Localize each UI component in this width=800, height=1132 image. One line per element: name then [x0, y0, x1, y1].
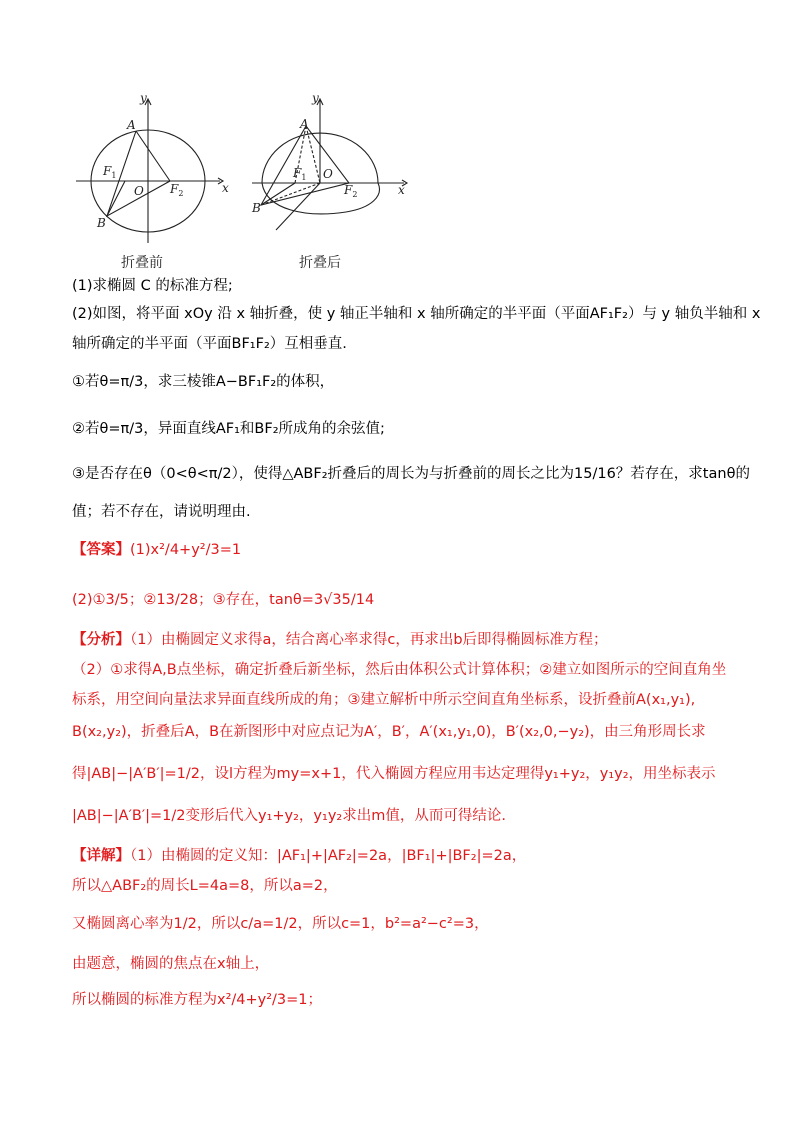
analysis-tag: 【分析】 — [72, 632, 130, 648]
detail-text-1: （1）由椭圆的定义知：|AF₁|+|AF₂|=2a，|BF₁|+|BF₂|=2a， — [130, 848, 527, 864]
detail-line-4: 由题意，椭圆的焦点在x轴上， — [72, 956, 270, 972]
x-axis-label: x — [398, 183, 405, 197]
question-part-2-sub-3: ③是否存在θ（0<θ<π/2），使得△ABF₂折叠后的周长为与折叠前的周长之比为15/16？若存在，求tanθ的 — [72, 466, 750, 482]
point-a-label: A — [127, 118, 136, 132]
answer-part-1: (1)x²/4+y²/3=1 — [130, 542, 242, 558]
figure-caption-after: 折叠后 — [299, 255, 341, 271]
question-part-2-line-2: 轴所确定的半平面（平面BF₁F₂）互相垂直. — [72, 336, 347, 352]
analysis-text-1: （1）由椭圆定义求得a，结合离心率求得c，再求出b后即得椭圆标准方程； — [130, 632, 608, 648]
focus-f2-label: $F_2$ — [170, 182, 184, 198]
detail-line-5: 所以椭圆的标准方程为x²/4+y²/3=1； — [72, 992, 323, 1008]
question-part-2-sub-1: ①若θ=π/3，求三棱锥A−BF₁F₂的体积， — [72, 374, 335, 390]
ellipse-before-fold-figure — [70, 88, 240, 248]
question-part-2-sub-3-cont: 值；若不存在，请说明理由. — [72, 504, 251, 520]
analysis-line-1 — [72, 630, 740, 650]
analysis-line-5: 得|AB|−|A′B′|=1/2，设l方程为my=x+1，代入椭圆方程应用韦达定理得y₁+y₂，y₁y₂，用坐标表示 — [72, 766, 716, 782]
detail-line-2: 所以△ABF₂的周长L=4a=8，所以a=2， — [72, 878, 338, 894]
answer-tag: 【答案】 — [72, 542, 130, 558]
focus-f2-label: $F_2$ — [344, 183, 358, 199]
y-axis-label: y — [312, 91, 319, 105]
x-axis-label: x — [222, 181, 229, 195]
answer-line-2: (2)①3/5；②13/28；③存在，tanθ=3√35/14 — [72, 592, 375, 608]
ellipse-after-fold-figure — [246, 88, 416, 248]
focus-f1-label: $F_1$ — [103, 164, 117, 180]
y-axis-label: y — [140, 91, 147, 105]
point-b-label: B — [97, 216, 106, 230]
question-part-1: (1)求椭圆 C 的标准方程; — [72, 278, 233, 294]
origin-label: O — [134, 184, 144, 198]
origin-label: O — [323, 167, 333, 181]
analysis-line-3: 标系，用空间向量法求异面直线所成的角；③建立解析中所示空间直角坐标系，设折叠前A(x₁,y₁), — [72, 692, 696, 708]
detail-line-3: 又椭圆离心率为1/2，所以c/a=1/2，所以c=1，b²=a²−c²=3， — [72, 916, 489, 932]
figure-caption-before: 折叠前 — [121, 255, 163, 271]
detail-tag: 【详解】 — [72, 848, 130, 864]
analysis-line-2: （2）①求得A,B点坐标，确定折叠后新坐标，然后由体积公式计算体积；②建立如图所示的空间直角坐 — [72, 662, 727, 678]
point-b-label: B — [252, 201, 261, 215]
analysis-line-6: |AB|−|A′B′|=1/2变形后代入y₁+y₂，y₁y₂求出m值，从而可得结论. — [72, 808, 506, 824]
question-part-2-line-1: (2)如图，将平面 xOy 沿 x 轴折叠，使 y 轴正半轴和 x 轴所确定的半平面（平面AF₁F₂）与 y 轴负半轴和 x — [72, 306, 761, 322]
point-a-label: A — [300, 117, 309, 131]
focus-f1-label: $F_1$ — [293, 166, 307, 182]
detail-line-1 — [72, 846, 740, 866]
answer-line-1 — [72, 540, 740, 560]
question-part-2-sub-2: ②若θ=π/3，异面直线AF₁和BF₂所成角的余弦值; — [72, 421, 385, 437]
analysis-line-4: B(x₂,y₂)，折叠后A，B在新图形中对应点记为A′，B′，A′(x₁,y₁,0)，B′(x₂,0,−y₂)，由三角形周长求 — [72, 724, 706, 740]
